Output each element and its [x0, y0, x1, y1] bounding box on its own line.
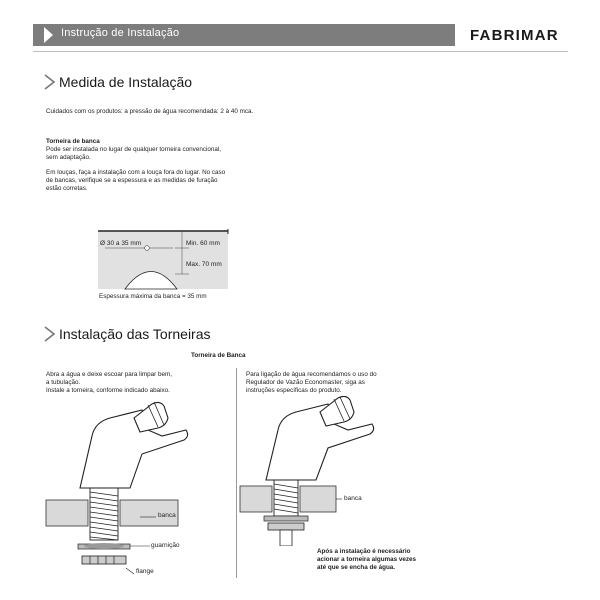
after-install-2: acionar a torneira algumas vezes [317, 556, 417, 563]
after-install-3: até que se encha de água. [317, 564, 396, 571]
torneira-text-2: sem adaptação. [46, 154, 91, 161]
section-title-medida: Medida de Instalação [59, 74, 193, 90]
min-label: Min. 60 mm [186, 240, 220, 247]
left-instruction-3: Instale a torneira, conforme indicado abaixo. [46, 387, 170, 394]
section-arrow-icon [44, 326, 56, 342]
loucas-text-3: estão corretas. [46, 185, 88, 192]
loucas-text-2: de bancas, verifique se a espessura e as medidas de furação [46, 177, 218, 184]
faucet-install-diagram-left [40, 396, 230, 578]
torneira-text-1: Pode ser instalada no lugar de qualquer torneira convencional, [46, 146, 222, 153]
pressure-note: Cuidados com os produtos: a pressão de água recomendada: 2 à 40 mca. [46, 108, 254, 115]
diagram-caption: Espessura máxima da banca = 35 mm [99, 293, 207, 300]
label-flange: flange [136, 568, 154, 575]
banca-dimension-diagram [95, 226, 235, 292]
section-title-instalacao: Instalação das Torneiras [59, 326, 211, 342]
banner-title: Instrução de Instalação [61, 27, 180, 39]
right-instruction-2: Regulador de Vazão Economaster, siga as [246, 379, 365, 386]
label-banca-left: banca [158, 512, 176, 519]
label-banca-right: banca [344, 495, 362, 502]
left-instruction-2: a tubulação. [46, 379, 81, 386]
after-install-1: Após a instalação é necessário [317, 548, 411, 555]
right-instruction-1: Para ligação de água recomendamos o uso do [246, 371, 377, 378]
left-instruction-1: Abra a água e deixe escoar para limpar bem, [46, 371, 173, 378]
faucet-install-diagram-right [238, 396, 418, 546]
loucas-text-1: Em louças, faça a instalação com a louça fora do lugar. No caso [46, 169, 226, 176]
subtitle-torneira-banca: Torneira de Banca [191, 352, 246, 359]
diameter-label: Ø 30 a 35 mm [100, 240, 142, 247]
torneira-heading: Torneira de banca [46, 138, 100, 145]
right-instruction-3: instruções específicas do produto. [246, 387, 342, 394]
label-guarnicao: guarnição [151, 542, 180, 549]
column-divider [236, 368, 237, 578]
max-label: Max. 70 mm [186, 261, 222, 268]
banner-arrow-icon [44, 27, 53, 43]
section-arrow-icon [44, 74, 56, 90]
header-divider [33, 51, 568, 52]
brand-logo: FABRIMAR [470, 27, 559, 44]
